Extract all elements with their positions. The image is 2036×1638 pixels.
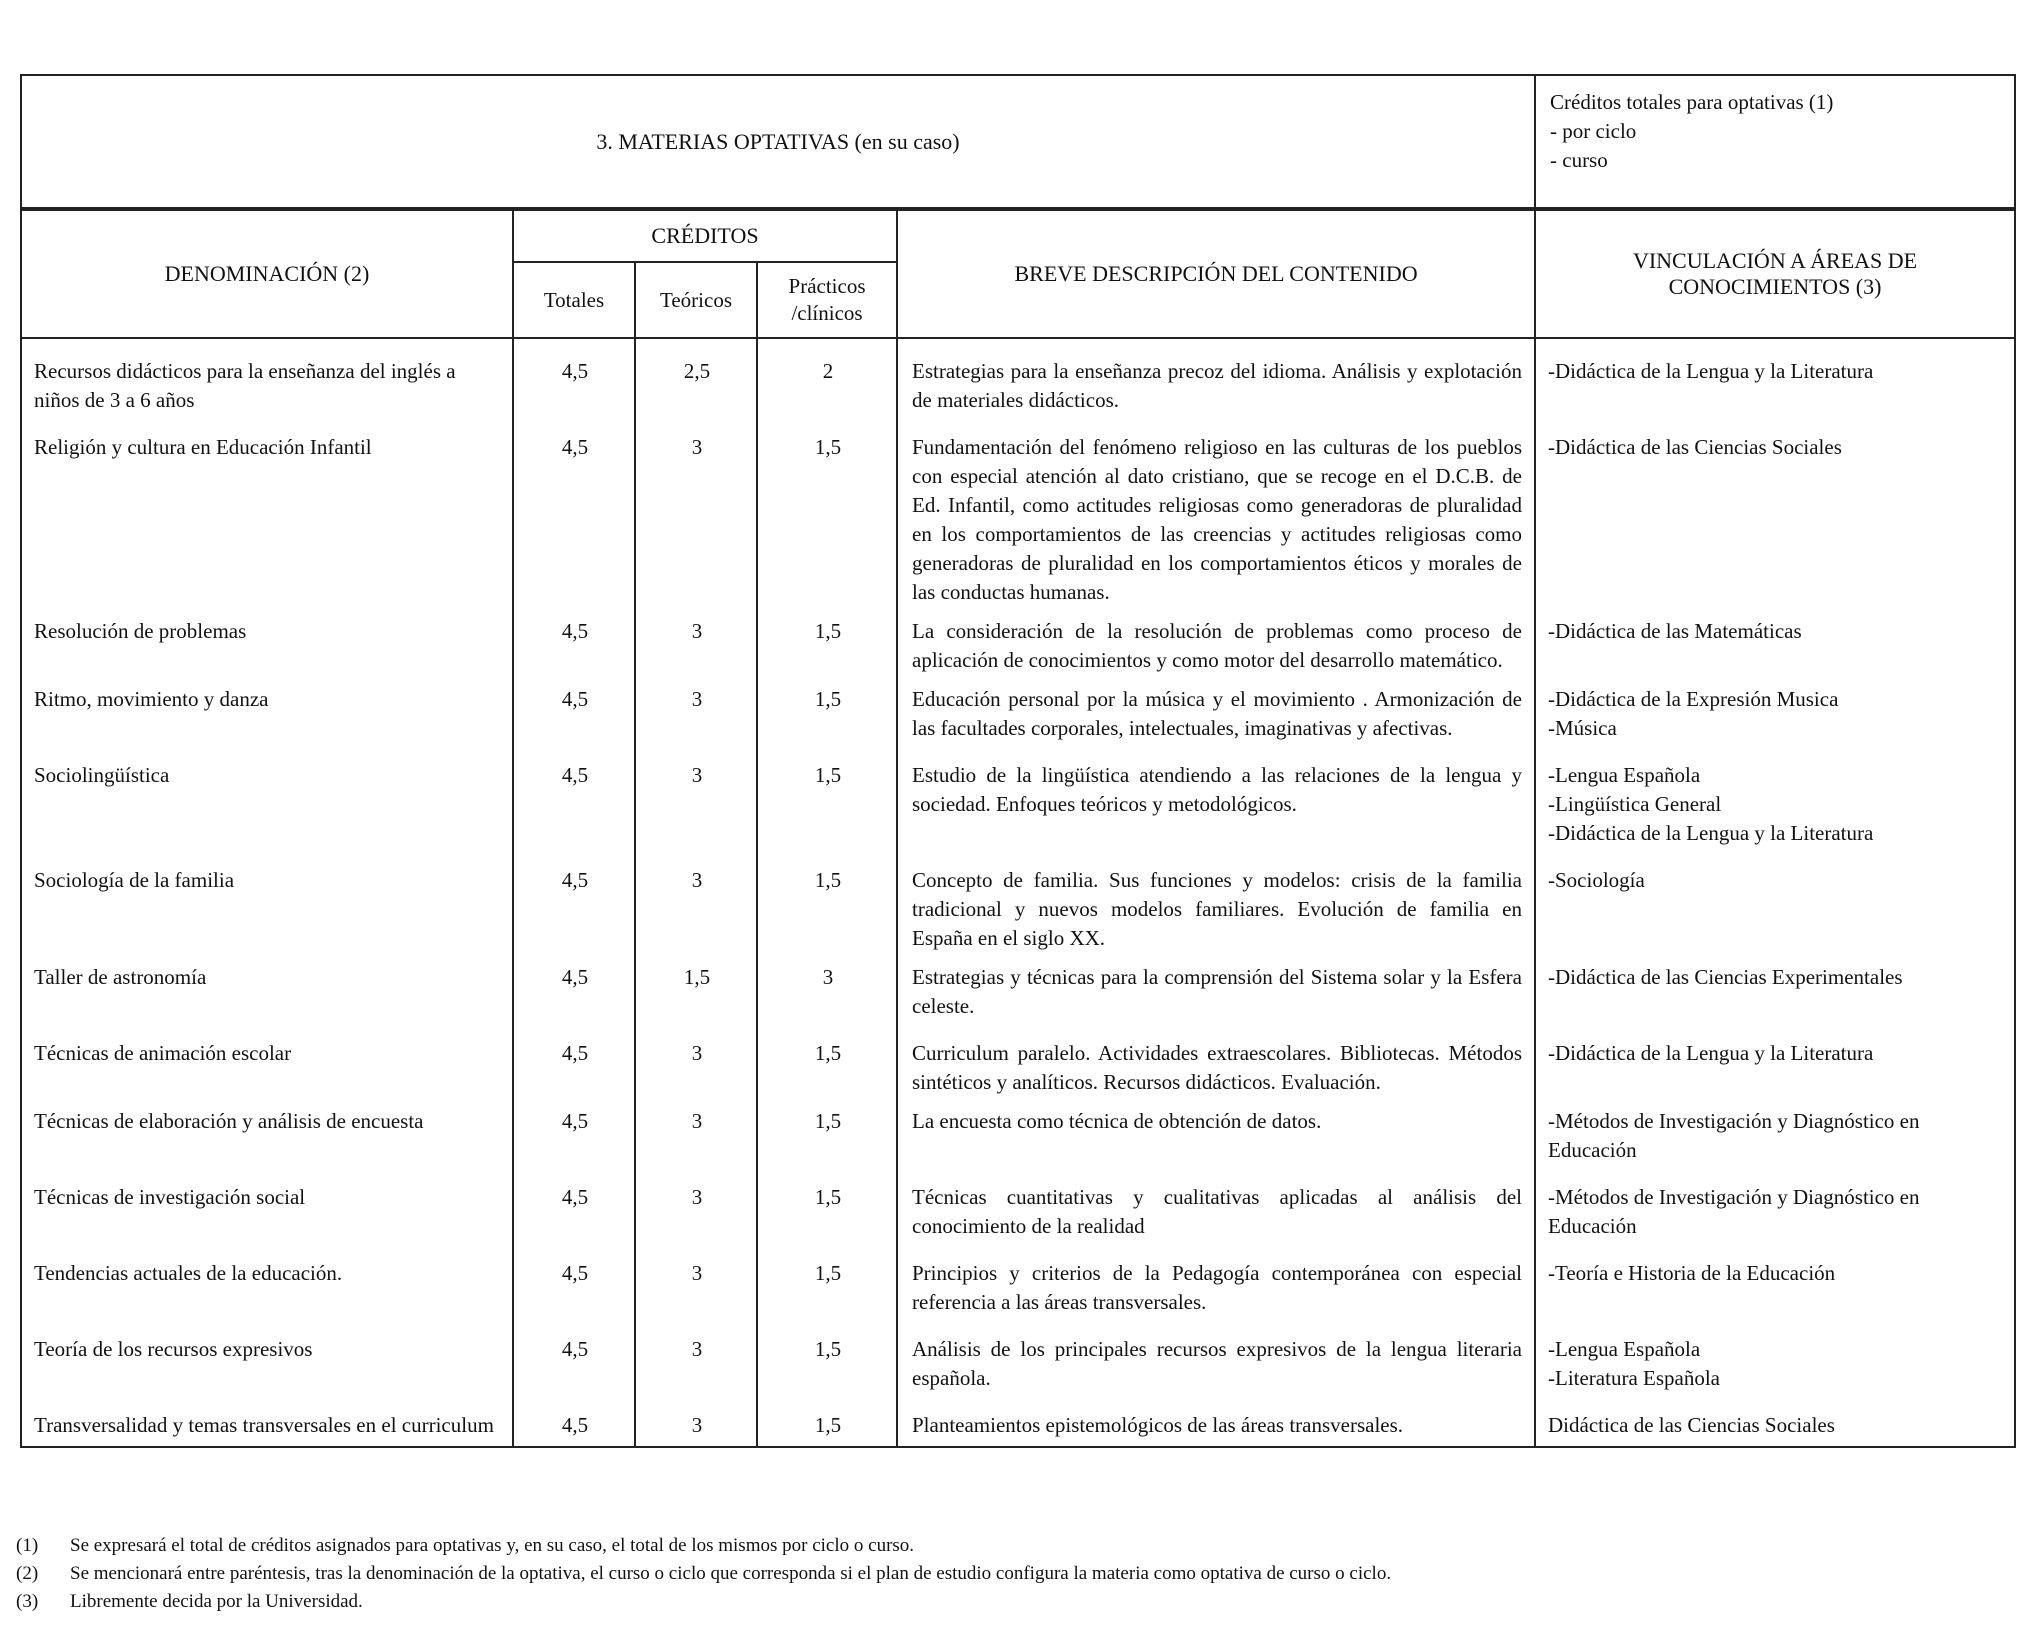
credits-teoricos: 3 xyxy=(635,421,757,613)
header-denominacion: DENOMINACIÓN (2) xyxy=(21,210,513,338)
table-row xyxy=(21,613,2015,681)
table-row xyxy=(21,1323,2015,1399)
credits-practicos: 1,5 xyxy=(757,1247,897,1323)
credits-totales: 4,5 xyxy=(513,1103,635,1171)
footnote-text: Se expresará el total de créditos asignados para optativas y, en su caso, el total de los mismos por ciclo o curso. xyxy=(70,1535,915,1556)
header-teoricos: Teóricos xyxy=(635,262,757,338)
credits-teoricos: 3 xyxy=(635,749,757,854)
subject-areas xyxy=(1535,854,2015,959)
area-item: -Teoría e Historia de la Educación xyxy=(1548,1261,1836,1285)
credits-teoricos: 3 xyxy=(635,613,757,681)
credits-teoricos: 1,5 xyxy=(635,959,757,1027)
table-row xyxy=(21,1027,2015,1103)
area-item: -Métodos de Investigación y Diagnóstico en Educación xyxy=(1548,1109,1920,1162)
subject-description: Planteamientos epistemológicos de las áreas transversales. xyxy=(897,1399,1535,1447)
subjects-table-body xyxy=(21,339,2015,1447)
subject-areas xyxy=(1535,749,2015,854)
subject-name: Resolución de problemas xyxy=(21,613,513,681)
footnote xyxy=(16,1532,1391,1560)
subject-name: Tendencias actuales de la educación. xyxy=(21,1247,513,1323)
table-row xyxy=(21,749,2015,854)
footnote-mark: (2) xyxy=(16,1563,39,1584)
credits-practicos: 1,5 xyxy=(757,1171,897,1247)
credits-practicos: 1,5 xyxy=(757,854,897,959)
credits-totales: 4,5 xyxy=(513,1171,635,1247)
subject-areas xyxy=(1535,1171,2015,1247)
table-row xyxy=(21,681,2015,749)
table-row xyxy=(21,421,2015,613)
subject-description: Curriculum paralelo. Actividades extraescolares. Bibliotecas. Métodos sintéticos y analíticos. Recursos didácticos. Evaluación. xyxy=(897,1027,1535,1103)
credits-practicos: 1,5 xyxy=(757,1399,897,1447)
subject-areas xyxy=(1535,1103,2015,1171)
header-descripcion: BREVE DESCRIPCIÓN DEL CONTENIDO xyxy=(897,210,1535,338)
credits-teoricos: 3 xyxy=(635,1323,757,1399)
subject-areas xyxy=(1535,959,2015,1027)
subject-name: Transversalidad y temas transversales en el curriculum xyxy=(21,1399,513,1447)
subject-name: Religión y cultura en Educación Infantil xyxy=(21,421,513,613)
credits-practicos: 1,5 xyxy=(757,1323,897,1399)
subject-name: Recursos didácticos para la enseñanza del inglés a niños de 3 a 6 años xyxy=(21,339,513,421)
credits-totales: 4,5 xyxy=(513,613,635,681)
subject-areas xyxy=(1535,1027,2015,1103)
credits-practicos: 2 xyxy=(757,339,897,421)
credits-totales: 4,5 xyxy=(513,421,635,613)
subject-name: Técnicas de elaboración y análisis de encuesta xyxy=(21,1103,513,1171)
subjects-table xyxy=(20,339,2016,1448)
footnote-mark: (1) xyxy=(16,1535,39,1556)
credits-teoricos: 3 xyxy=(635,1171,757,1247)
area-item: -Didáctica de la Lengua y la Literatura xyxy=(1548,359,1874,383)
credits-teoricos: 3 xyxy=(635,1399,757,1447)
section-header-table xyxy=(20,74,2016,209)
header-totales: Totales xyxy=(513,262,635,338)
footnote xyxy=(16,1588,1391,1616)
table-row xyxy=(21,854,2015,959)
area-item: -Lengua Española xyxy=(1548,763,1701,787)
credits-totales: 4,5 xyxy=(513,749,635,854)
subject-description: Principios y criterios de la Pedagogía contemporánea con especial referencia a las áreas transversales. xyxy=(897,1247,1535,1323)
subject-description: Técnicas cuantitativas y cualitativas aplicadas al análisis del conocimiento de la realidad xyxy=(897,1171,1535,1247)
subject-description: Educación personal por la música y el movimiento . Armonización de las facultades corporales, intelectuales, imaginativas y afectivas. xyxy=(897,681,1535,749)
credits-teoricos: 3 xyxy=(635,681,757,749)
header-creditos: CRÉDITOS xyxy=(513,210,897,262)
credits-totales: 4,5 xyxy=(513,959,635,1027)
subject-areas xyxy=(1535,339,2015,421)
area-item: -Lengua Española xyxy=(1548,1337,1701,1361)
area-item: -Didáctica de las Ciencias Sociales xyxy=(1548,435,1842,459)
credits-totales: 4,5 xyxy=(513,681,635,749)
area-item: -Didáctica de la Lengua y la Literatura xyxy=(1548,821,1874,845)
credits-practicos: 1,5 xyxy=(757,613,897,681)
credits-box xyxy=(1535,75,2015,208)
credits-totales: 4,5 xyxy=(513,854,635,959)
table-row xyxy=(21,1171,2015,1247)
credits-practicos: 1,5 xyxy=(757,1027,897,1103)
subject-areas xyxy=(1535,681,2015,749)
table-row xyxy=(21,1103,2015,1171)
subject-name: Teoría de los recursos expresivos xyxy=(21,1323,513,1399)
header-vinculacion: VINCULACIÓN A ÁREAS DE CONOCIMIENTOS (3) xyxy=(1535,210,2015,338)
subject-name: Taller de astronomía xyxy=(21,959,513,1027)
table-row xyxy=(21,339,2015,421)
credits-teoricos: 3 xyxy=(635,1103,757,1171)
credits-teoricos: 3 xyxy=(635,1027,757,1103)
credits-box-line: Créditos totales para optativas (1) xyxy=(1550,90,1834,114)
area-item: -Métodos de Investigación y Diagnóstico en Educación xyxy=(1548,1185,1920,1238)
subject-name: Técnicas de animación escolar xyxy=(21,1027,513,1103)
footnote-mark: (3) xyxy=(16,1591,39,1612)
credits-box-line: - curso xyxy=(1550,148,1608,172)
area-item: -Didáctica de las Ciencias Experimentales xyxy=(1548,965,1903,989)
area-item: Didáctica de las Ciencias Sociales xyxy=(1548,1413,1835,1437)
subject-name: Técnicas de investigación social xyxy=(21,1171,513,1247)
subject-name: Sociología de la familia xyxy=(21,854,513,959)
credits-practicos: 1,5 xyxy=(757,681,897,749)
credits-practicos: 1,5 xyxy=(757,1103,897,1171)
subject-description: Estrategias para la enseñanza precoz del idioma. Análisis y explotación de materiales didácticos. xyxy=(897,339,1535,421)
subject-description: Estrategias y técnicas para la comprensión del Sistema solar y la Esfera celeste. xyxy=(897,959,1535,1027)
table-row xyxy=(21,1247,2015,1323)
credits-totales: 4,5 xyxy=(513,1247,635,1323)
area-item: -Didáctica de la Expresión Musica xyxy=(1548,687,1839,711)
area-item: -Didáctica de las Matemáticas xyxy=(1548,619,1802,643)
credits-totales: 4,5 xyxy=(513,1323,635,1399)
subject-description: La consideración de la resolución de problemas como proceso de aplicación de conocimientos y como motor del desarrollo matemático. xyxy=(897,613,1535,681)
credits-practicos: 3 xyxy=(757,959,897,1027)
subject-areas xyxy=(1535,1323,2015,1399)
area-item: -Música xyxy=(1548,716,1617,740)
area-item: -Didáctica de la Lengua y la Literatura xyxy=(1548,1041,1874,1065)
subject-areas xyxy=(1535,613,2015,681)
subject-areas xyxy=(1535,1399,2015,1447)
table-row xyxy=(21,959,2015,1027)
subject-areas xyxy=(1535,1247,2015,1323)
footnote-text: Se mencionará entre paréntesis, tras la denominación de la optativa, el curso o ciclo que corresponda si el plan de estudio configura la materia como optativa de curso o ciclo. xyxy=(70,1563,1392,1584)
credits-practicos: 1,5 xyxy=(757,749,897,854)
area-item: -Lingüística General xyxy=(1548,792,1722,816)
footnote-text: Libremente decida por la Universidad. xyxy=(70,1591,363,1612)
column-header-table xyxy=(20,209,2016,339)
credits-totales: 4,5 xyxy=(513,1399,635,1447)
footnote xyxy=(16,1560,1391,1588)
subject-description: Concepto de familia. Sus funciones y modelos: crisis de la familia tradicional y nuevos modelos familiares. Evolución de familia en España en el siglo XX. xyxy=(897,854,1535,959)
table-row xyxy=(21,1399,2015,1447)
footnotes-block xyxy=(16,1532,1391,1616)
section-title: 3. MATERIAS OPTATIVAS (en su caso) xyxy=(21,75,1535,208)
subject-description: Estudio de la lingüística atendiendo a las relaciones de la lengua y sociedad. Enfoques teóricos y metodológicos. xyxy=(897,749,1535,854)
credits-practicos: 1,5 xyxy=(757,421,897,613)
optional-subjects-form xyxy=(20,74,2014,1448)
credits-box-line: - por ciclo xyxy=(1550,119,1637,143)
credits-teoricos: 2,5 xyxy=(635,339,757,421)
area-item: -Literatura Española xyxy=(1548,1366,1720,1390)
subject-description: Análisis de los principales recursos expresivos de la lengua literaria española. xyxy=(897,1323,1535,1399)
subject-areas xyxy=(1535,421,2015,613)
credits-totales: 4,5 xyxy=(513,1027,635,1103)
credits-teoricos: 3 xyxy=(635,854,757,959)
subject-description: Fundamentación del fenómeno religioso en las culturas de los pueblos con especial atención al dato cristiano, que se recoge en el D.C.B. de Ed. Infantil, como actitudes religiosas como generadoras de pluralidad en los comportamientos de las creencias y actitudes religiosas como generadoras de pluralidad en los comportamientos éticos y morales de las conductas humanas. xyxy=(897,421,1535,613)
credits-totales: 4,5 xyxy=(513,339,635,421)
subject-description: La encuesta como técnica de obtención de datos. xyxy=(897,1103,1535,1171)
subject-name: Ritmo, movimiento y danza xyxy=(21,681,513,749)
credits-teoricos: 3 xyxy=(635,1247,757,1323)
subject-name: Sociolingüística xyxy=(21,749,513,854)
header-practicos: Prácticos /clínicos xyxy=(757,262,897,338)
area-item: -Sociología xyxy=(1548,868,1645,892)
